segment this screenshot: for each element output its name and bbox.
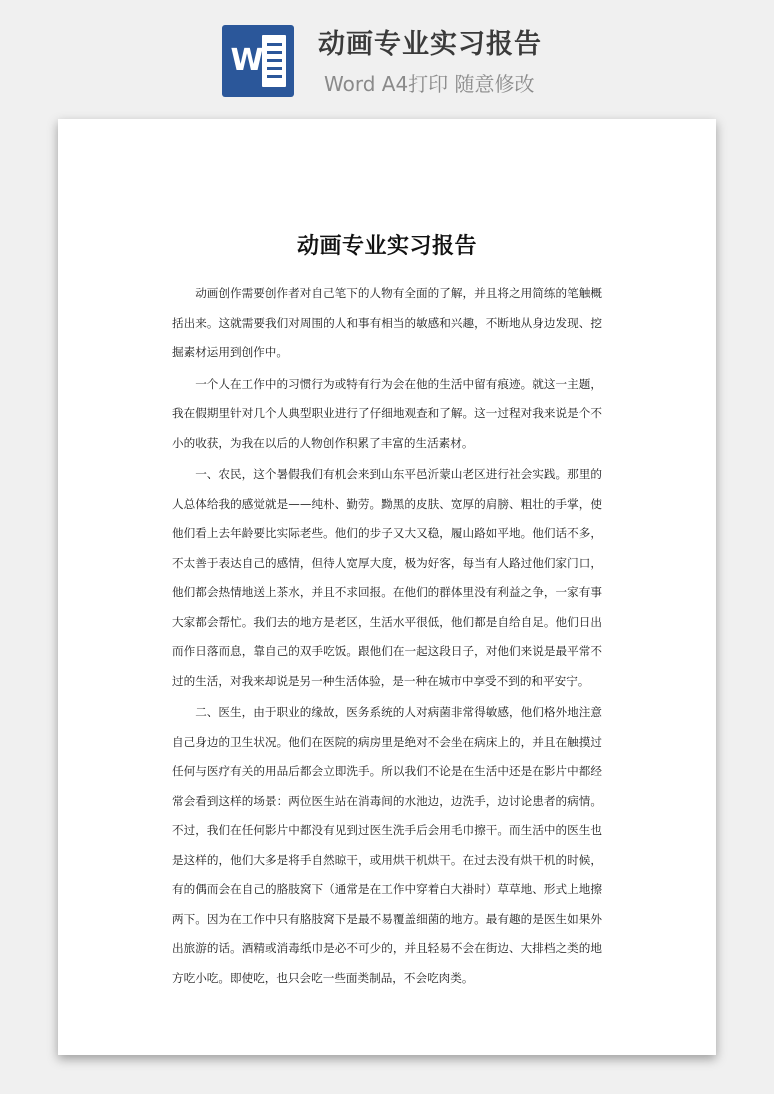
document-title: 动画专业实习报告 xyxy=(296,234,477,259)
paragraph: 一个人在工作中的习惯行为或特有行为会在他的生活中留有痕迹。就这一主题，我在假期里针对几个人典型职业进行了仔细地观查和了解。这一过程对我来说是个不小的收获，为我在以后的人物创作积累了丰富的生活素材。 xyxy=(172,376,602,450)
word-icon-document xyxy=(262,35,286,87)
word-icon-letter: W xyxy=(230,43,264,78)
word-icon xyxy=(222,25,294,97)
preview-header xyxy=(0,0,774,118)
paragraph: 动画创作需要创作者对自己笔下的人物有全面的了解，并且将之用简练的笔触概括出来。这就需要我们对周围的人和事有相当的敏感和兴趣，不断地从身边发现、挖掘素材运用到创作中。 xyxy=(172,286,602,359)
header-subtitle: Word A4打印 随意修改 xyxy=(324,72,535,96)
document-page xyxy=(58,119,716,1055)
header-title: 动画专业实习报告 xyxy=(318,29,542,60)
document-body xyxy=(172,279,602,993)
paragraph: 二、医生，由于职业的缘故，医务系统的人对病菌非常得敏感，他们格外地注意自己身边的卫生状况。他们在医院的病房里是绝对不会坐在病床上的，并且在触摸过任何与医疗有关的用品后都会立即洗手。所以我们不论是在生活中还是在影片中都经常会看到这样的场景：两位医生站在消毒间的水池边，边洗手，边讨论患者的病情。不过，我们在任何影片中都没有见到过医生洗手后会用毛巾擦干。而生活中的医生也是这样的，他们大多是将手自然晾干，或用烘干机烘干。在过去没有烘干机的时候，有的偶而会在自己的胳肢窝下（通常是在工作中穿着白大褂时）草草地、形式上地擦两下。因为在工作中只有胳肢窝下是最不易覆盖细菌的地方。最有趣的是医生如果外出旅游的话。酒精或消毒纸巾是必不可少的，并且轻易不会在街边、大排档之类的地方吃小吃。即使吃，也只会吃一些面类制品，不会吃肉类。 xyxy=(172,705,602,985)
paragraph: 一、农民，这个暑假我们有机会来到山东平邑沂蒙山老区进行社会实践。那里的人总体给我的感觉就是——纯朴、勤劳。黝黑的皮肤、宽厚的肩膀、粗壮的手掌，使他们看上去年龄要比实际老些。他们的步子又大又稳，履山路如平地。他们话不多，不太善于表达自己的感情，但待人宽厚大度，极为好客，每当有人路过他们家门口，他们都会热情地送上茶水，并且不求回报。在他们的群体里没有利益之争，一家有事大家都会帮忙。我们去的地方是老区，生活水平很低，他们都是自给自足。他们日出而作日落而息，靠自己的双手吃饭。跟他们在一起这段日子，对他们来说是最平常不过的生活，对我来却说是另一种生活体验，是一种在城市中享受不到的和平安宁。 xyxy=(172,467,602,688)
